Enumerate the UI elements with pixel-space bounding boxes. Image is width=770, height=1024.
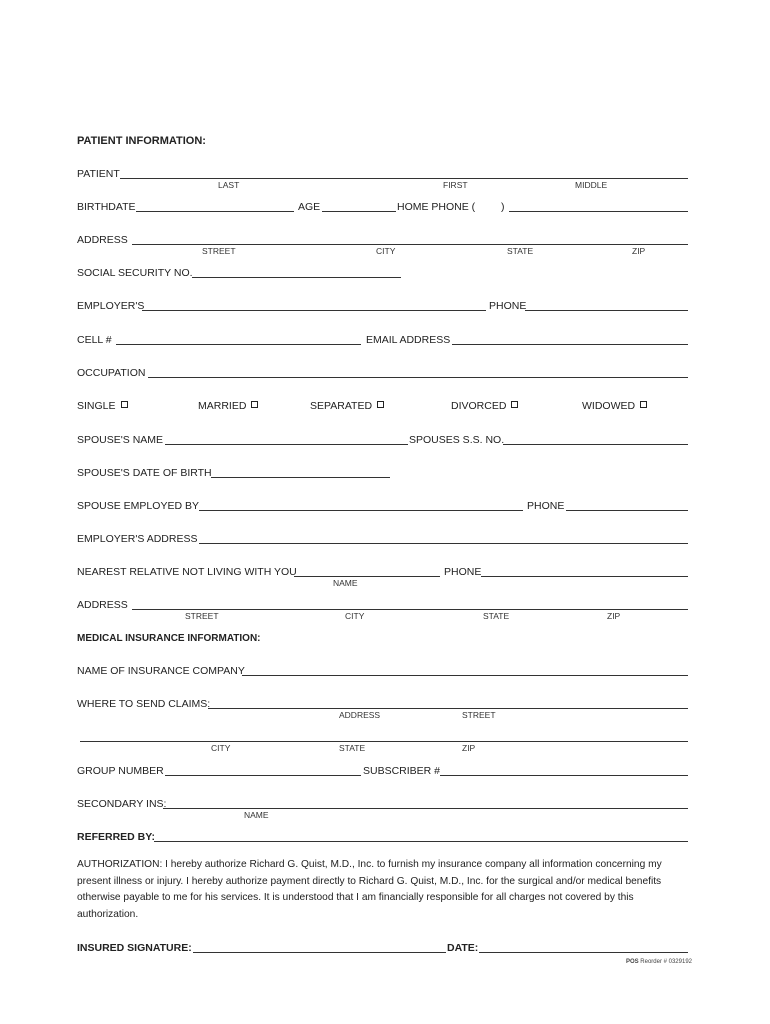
divorced-checkbox[interactable] xyxy=(511,401,518,408)
group-number-label: GROUP NUMBER xyxy=(77,765,164,777)
reorder-footer xyxy=(626,959,692,965)
footer-brand: POS xyxy=(625,959,639,965)
signature-label: INSURED SIGNATURE: xyxy=(77,942,192,954)
widowed-checkbox[interactable] xyxy=(640,401,647,408)
address-label: ADDRESS xyxy=(77,234,128,246)
spouse-ss-field[interactable] xyxy=(503,444,688,445)
relative-phone-field[interactable] xyxy=(481,576,688,577)
employer-phone-label: PHONE xyxy=(489,300,527,312)
secondary-name-caption: NAME xyxy=(244,810,269,820)
spouse-employer-field[interactable] xyxy=(199,510,523,511)
claims-city-line[interactable] xyxy=(80,741,688,742)
birthdate-label: BIRTHDATE xyxy=(77,201,136,213)
relative-phone-label: PHONE xyxy=(444,566,482,578)
relative-street-caption: STREET xyxy=(185,611,219,621)
age-label: AGE xyxy=(298,201,321,213)
employer-field[interactable] xyxy=(142,310,486,311)
section-title-patient-information: PATIENT INFORMATION: xyxy=(77,135,206,147)
referred-by-label: REFERRED BY: xyxy=(77,831,155,843)
patient-label: PATIENT xyxy=(77,168,120,180)
address-field[interactable] xyxy=(132,244,688,245)
claims-state-caption: STATE xyxy=(339,743,366,753)
email-label: EMAIL ADDRESS xyxy=(366,334,451,346)
patient-middle-caption: MIDDLE xyxy=(575,180,608,190)
relative-name-field[interactable] xyxy=(294,576,440,577)
marital-separated[interactable] xyxy=(310,400,384,412)
spouse-phone-field[interactable] xyxy=(566,510,688,511)
employer-address-label: EMPLOYER'S ADDRESS xyxy=(77,533,198,545)
ssn-field[interactable] xyxy=(192,277,401,278)
single-checkbox[interactable] xyxy=(121,401,128,408)
birthdate-field[interactable] xyxy=(136,211,294,212)
single-label: SINGLE xyxy=(77,400,116,412)
group-number-field[interactable] xyxy=(165,775,361,776)
spouse-name-field[interactable] xyxy=(165,444,408,445)
authorization-text: AUTHORIZATION: I hereby authorize Richard G. Quist, M.D., Inc. to furnish my insurance company all information concerning my present illness or injury. I hereby authorize payment directly to Richard G. Quist, M.D., Inc. for the surgical and/or medical benefits otherwise payable to me for his services. It is understood that I am financially responsible for all charges not covered by this authorization. xyxy=(77,859,662,920)
separated-label: SEPARATED xyxy=(310,400,373,412)
marital-single[interactable] xyxy=(77,400,128,412)
home-phone-paren: ) xyxy=(501,201,505,213)
employer-phone-field[interactable] xyxy=(525,310,688,311)
patient-first-caption: FIRST xyxy=(443,180,468,190)
spouse-phone-label: PHONE xyxy=(527,500,565,512)
claims-label: WHERE TO SEND CLAIMS: xyxy=(77,698,211,710)
signature-field[interactable] xyxy=(193,952,446,953)
claims-field[interactable] xyxy=(208,708,688,709)
relative-address-label: ADDRESS xyxy=(77,599,128,611)
date-field[interactable] xyxy=(479,952,688,953)
married-label: MARRIED xyxy=(198,400,247,412)
section-title-insurance: MEDICAL INSURANCE INFORMATION: xyxy=(77,633,261,644)
occupation-label: OCCUPATION xyxy=(77,367,146,379)
married-checkbox[interactable] xyxy=(251,401,258,408)
insurance-company-label: NAME OF INSURANCE COMPANY xyxy=(77,665,245,677)
address-state-caption: STATE xyxy=(507,246,534,256)
claims-zip-caption: ZIP xyxy=(462,743,476,753)
claims-address-caption: ADDRESS xyxy=(339,710,381,720)
ssn-label: SOCIAL SECURITY NO. xyxy=(77,267,193,279)
referred-by-field[interactable] xyxy=(154,841,688,842)
marital-widowed[interactable] xyxy=(582,400,647,412)
spouse-employed-label: SPOUSE EMPLOYED BY xyxy=(77,500,199,512)
marital-married[interactable] xyxy=(198,400,258,412)
email-field[interactable] xyxy=(452,344,688,345)
spouse-name-label: SPOUSE'S NAME xyxy=(77,434,164,446)
relative-address-field[interactable] xyxy=(132,609,688,610)
relative-name-caption: NAME xyxy=(333,578,358,588)
employer-label: EMPLOYER'S xyxy=(77,300,145,312)
home-phone-label: HOME PHONE ( xyxy=(397,201,476,213)
subscriber-label: SUBSCRIBER # xyxy=(363,765,441,777)
address-zip-caption: ZIP xyxy=(632,246,646,256)
home-phone-field[interactable] xyxy=(509,211,688,212)
address-street-caption: STREET xyxy=(202,246,236,256)
separated-checkbox[interactable] xyxy=(377,401,384,408)
patient-last-caption: LAST xyxy=(218,180,240,190)
spouse-ss-label: SPOUSES S.S. NO. xyxy=(409,434,505,446)
claims-street-caption: STREET xyxy=(462,710,496,720)
secondary-ins-label: SECONDARY INS: xyxy=(77,798,167,810)
marital-divorced[interactable] xyxy=(451,400,518,412)
spouse-dob-label: SPOUSE'S DATE OF BIRTH xyxy=(77,467,212,479)
relative-label: NEAREST RELATIVE NOT LIVING WITH YOU xyxy=(77,566,297,578)
cell-label: CELL # xyxy=(77,334,112,346)
relative-zip-caption: ZIP xyxy=(607,611,621,621)
spouse-dob-field[interactable] xyxy=(211,477,390,478)
secondary-ins-field[interactable] xyxy=(163,808,688,809)
divorced-label: DIVORCED xyxy=(451,400,507,412)
address-city-caption: CITY xyxy=(376,246,396,256)
relative-city-caption: CITY xyxy=(345,611,365,621)
relative-state-caption: STATE xyxy=(483,611,510,621)
subscriber-field[interactable] xyxy=(440,775,688,776)
claims-city-caption: CITY xyxy=(211,743,231,753)
patient-name-field[interactable] xyxy=(120,178,688,179)
occupation-field[interactable] xyxy=(148,377,688,378)
footer-text: Reorder # 0329192 xyxy=(640,959,692,965)
employer-address-field[interactable] xyxy=(199,543,688,544)
age-field[interactable] xyxy=(322,211,396,212)
date-label: DATE: xyxy=(447,942,479,954)
widowed-label: WIDOWED xyxy=(582,400,636,412)
insurance-company-field[interactable] xyxy=(242,675,688,676)
cell-field[interactable] xyxy=(116,344,361,345)
